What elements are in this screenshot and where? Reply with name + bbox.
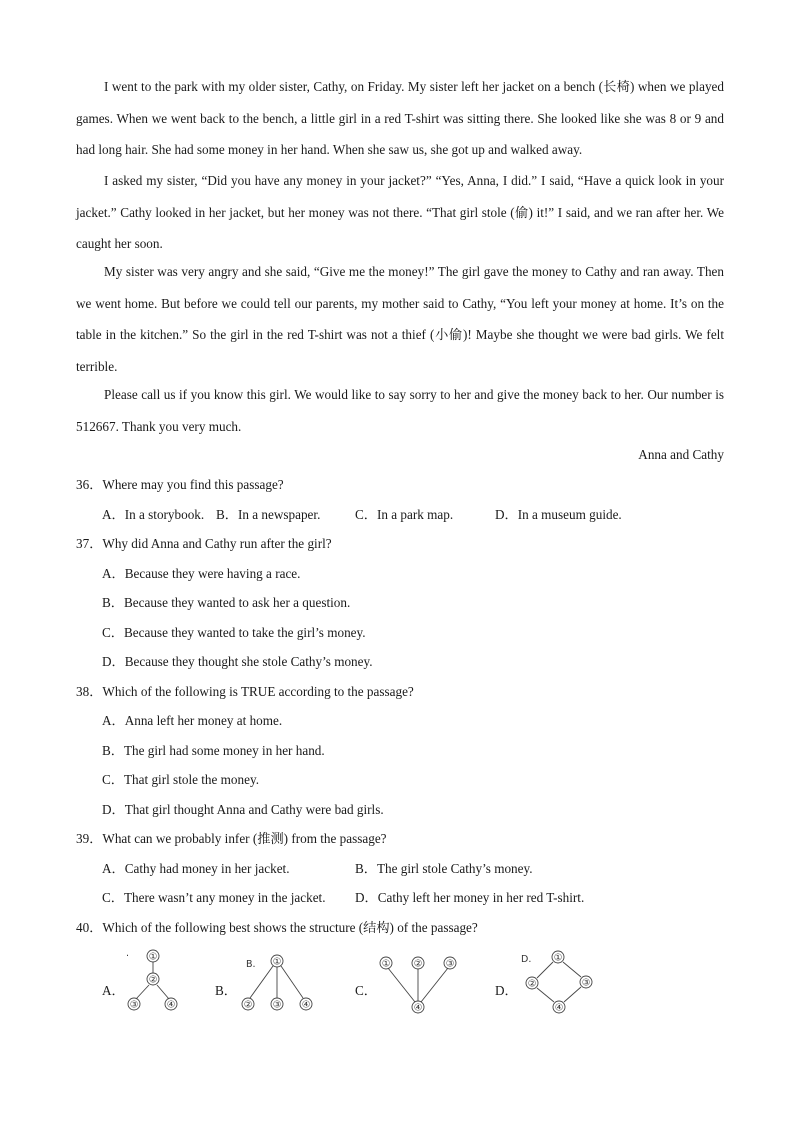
diagram-b-letter: B. (246, 959, 256, 970)
diagram-c-node-label: ③ (445, 958, 455, 970)
question-38-stem: 38．Which of the following is TRUE according to the passage? (76, 684, 414, 699)
diagram-b-edge (281, 966, 303, 998)
question-38-option-a[interactable]: A．Anna left her money at home. (102, 713, 283, 728)
diagram-d-edge (537, 962, 553, 978)
question-36-option-a[interactable]: A．In a storybook. (102, 507, 205, 522)
diagram-c-edge (388, 968, 415, 1002)
question-36-option-d[interactable]: D．In a museum guide. (495, 507, 622, 522)
diagram-b-node-label: ② (243, 999, 253, 1011)
question-38-option-b[interactable]: B．The girl had some money in her hand. (102, 743, 325, 758)
diagram-b-node-label: ① (272, 956, 282, 968)
diagram-a-node-label: ② (148, 974, 158, 986)
question-39-option-a[interactable]: A．Cathy had money in her jacket. (102, 861, 290, 876)
passage-paragraph-2: I asked my sister, “Did you have any money in your jacket?” “Yes, Anna, I did.” I said, “Have a quick look in your jacket.” Cathy looked in her jacket, but her money was not there. “That girl stole (偷) it!” I said, and we ran after her. We caught her soon. (76, 173, 724, 251)
diagram-a-node-label: ① (148, 951, 158, 963)
diagram-b-edge (250, 966, 273, 998)
question-36-stem: 36．Where may you find this passage? (76, 477, 284, 492)
diagram-b-node-label: ④ (301, 999, 311, 1011)
diagram-b-node-label: ③ (272, 999, 282, 1011)
question-39-stem: 39．What can we probably infer (推测) from the passage? (76, 831, 387, 846)
question-39-option-b[interactable]: B．The girl stole Cathy’s money. (355, 861, 533, 876)
passage-paragraph-4: Please call us if you know this girl. We would like to say sorry to her and give the money back to her. Our number is 512667. Thank you very much. (76, 387, 724, 434)
question-39-option-c[interactable]: C．There wasn’t any money in the jacket. (102, 890, 326, 905)
diagram-d-node-label: ② (527, 978, 537, 990)
diagram-a-edge (136, 985, 149, 999)
question-37-option-a[interactable]: A．Because they were having a race. (102, 566, 301, 581)
question-40-option-b[interactable]: B． (215, 983, 237, 998)
structure-diagram-a (120, 945, 190, 1015)
passage-paragraph-3: My sister was very angry and she said, “Give me the money!” The girl gave the money to Cathy and ran away. Then we went home. But before we could tell our parents, my mother said to Cathy, “You left your money at home. It’s on the table in the kitchen.” So the girl in the red T-shirt was not a thief (小偷)! Maybe she thought we were bad girls. We felt terrible. (76, 264, 724, 374)
question-39-option-d[interactable]: D．Cathy left her money in her red T-shirt. (355, 890, 585, 905)
diagram-a-dot: · (126, 951, 130, 962)
structure-diagram-c (375, 950, 465, 1020)
question-40-stem: 40．Which of the following best shows the structure (结构) of the passage? (76, 920, 478, 935)
question-37-option-b[interactable]: B．Because they wanted to ask her a question. (102, 595, 351, 610)
diagram-d-edge (563, 962, 581, 977)
diagram-a-node-label: ③ (129, 999, 139, 1011)
question-37-option-c[interactable]: C．Because they wanted to take the girl’s money. (102, 625, 366, 640)
diagram-d-node-label: ① (553, 952, 563, 964)
question-36-option-c[interactable]: C．In a park map. (355, 507, 454, 522)
diagram-c-node-label: ① (381, 958, 391, 970)
diagram-c-node-label: ④ (413, 1002, 423, 1014)
diagram-d-letter: D. (521, 954, 532, 965)
question-40-option-c[interactable]: C． (355, 983, 377, 998)
structure-diagram-b (240, 950, 320, 1015)
diagram-d-node-label: ④ (554, 1002, 564, 1014)
question-37-stem: 37．Why did Anna and Cathy run after the girl? (76, 536, 332, 551)
diagram-d-node-label: ③ (581, 977, 591, 989)
diagram-c-edge (421, 968, 448, 1002)
question-38-option-d[interactable]: D．That girl thought Anna and Cathy were bad girls. (102, 802, 384, 817)
diagram-c-node-label: ② (413, 958, 423, 970)
question-37-option-d[interactable]: D．Because they thought she stole Cathy’s money. (102, 654, 373, 669)
structure-diagram-d (515, 945, 605, 1017)
diagram-d-edge (537, 988, 554, 1002)
diagram-d-edge (564, 987, 581, 1002)
diagram-a-node-label: ④ (166, 999, 176, 1011)
question-36-option-b[interactable]: B．In a newspaper. (216, 507, 321, 522)
question-40-option-d[interactable]: D． (495, 983, 518, 998)
diagram-a-edge (157, 985, 169, 999)
passage-paragraph-1: I went to the park with my older sister, Cathy, on Friday. My sister left her jacket on a bench (长椅) when we played games. When we went back to the bench, a little girl in a red T-shirt was sitting there. She looked like she was 8 or 9 and had long hair. She had some money in her hand. When she saw us, she got up and walked away. (76, 79, 724, 157)
passage-signature: Anna and Cathy (638, 447, 724, 462)
question-38-option-c[interactable]: C．That girl stole the money. (102, 772, 259, 787)
question-40-option-a[interactable]: A． (102, 983, 125, 998)
